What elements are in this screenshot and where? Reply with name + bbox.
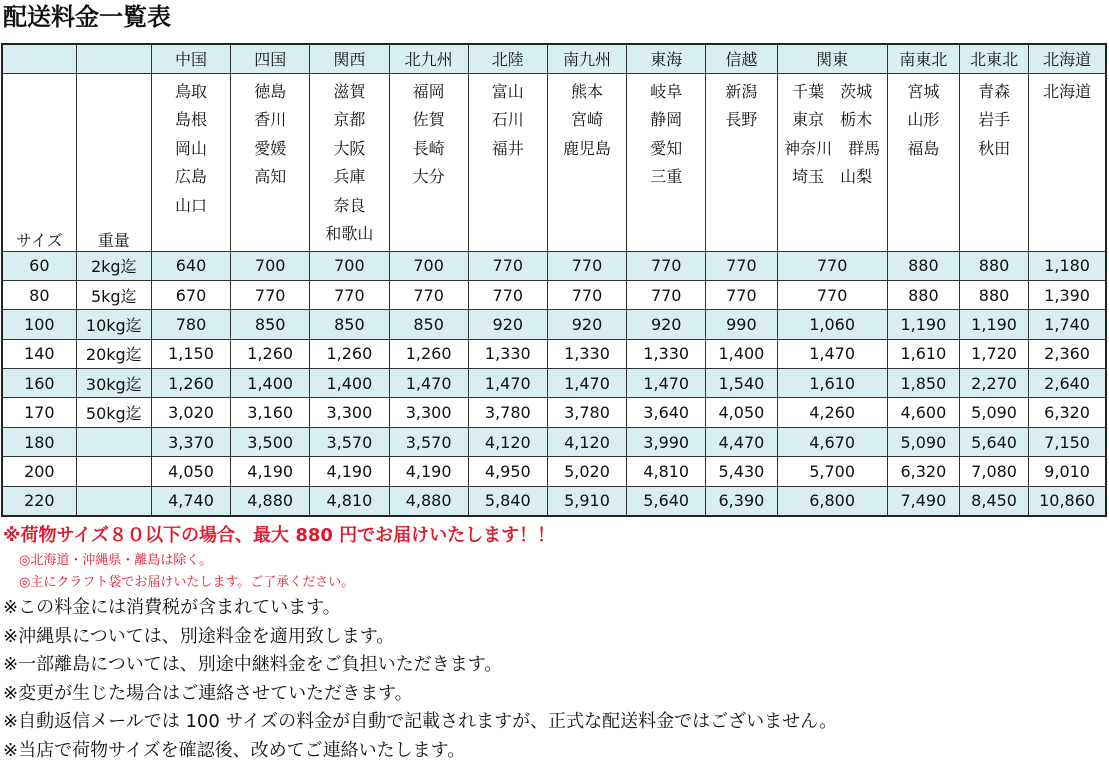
price-cell: 700 <box>389 251 468 280</box>
size-cell: 200 <box>2 457 76 486</box>
price-cell: 3,300 <box>310 398 389 427</box>
prefecture-line <box>152 163 230 192</box>
prefecture-line <box>231 106 309 135</box>
price-cell: 1,260 <box>389 339 468 368</box>
price-cell: 880 <box>887 280 959 309</box>
weight-cell: 30kg迄 <box>76 369 151 398</box>
prefecture-name: 熊本 <box>571 81 604 101</box>
prefecture-line <box>548 78 626 107</box>
region-prefectures <box>389 73 468 251</box>
prefecture-name: 和歌山 <box>325 224 374 243</box>
region-prefectures <box>547 73 626 251</box>
price-cell: 1,180 <box>1029 251 1106 280</box>
prefecture-line <box>310 106 388 135</box>
price-cell: 2,270 <box>959 369 1028 398</box>
price-cell: 3,780 <box>468 398 547 427</box>
price-cell: 3,370 <box>151 427 230 456</box>
price-cell: 5,430 <box>706 457 777 486</box>
prefecture-list <box>390 78 468 192</box>
prefecture-line <box>231 78 309 107</box>
price-cell: 770 <box>231 280 310 309</box>
price-cell: 1,260 <box>231 339 310 368</box>
price-cell: 7,150 <box>1029 427 1106 456</box>
size-cell: 60 <box>2 251 76 280</box>
prefecture-list <box>627 78 705 192</box>
prefecture-line <box>310 163 388 192</box>
weight-cell <box>76 486 151 515</box>
general-note: ※一部離島については、別途中継料金をご負担いただきます。 <box>3 654 503 675</box>
region-header: 関西 <box>310 44 389 73</box>
price-cell: 1,850 <box>887 369 959 398</box>
weight-cell: 50kg迄 <box>76 398 151 427</box>
price-cell: 1,720 <box>959 339 1028 368</box>
price-cell: 3,780 <box>547 398 626 427</box>
price-cell: 6,320 <box>887 457 959 486</box>
prefecture-line <box>888 135 959 164</box>
sub-note: ◎主にクラフト袋でお届けいたします。ご了承ください。 <box>19 575 355 590</box>
prefecture-line <box>888 106 959 135</box>
prefecture-name: 秋田 <box>978 138 1011 158</box>
price-cell: 1,740 <box>1029 310 1106 339</box>
prefecture-name: 広島 <box>174 167 207 186</box>
price-cell: 920 <box>547 310 626 339</box>
page-title: 配送料金一覧表 <box>3 3 171 31</box>
price-cell: 3,500 <box>231 427 310 456</box>
price-cell: 850 <box>310 310 389 339</box>
price-cell: 2,360 <box>1029 339 1106 368</box>
region-prefectures <box>231 73 310 251</box>
prefecture-list <box>469 78 547 164</box>
prefecture-name: 滋賀 <box>333 81 366 101</box>
region-header: 北東北 <box>959 44 1028 73</box>
prefecture-line <box>152 192 230 221</box>
prefecture-name: 石川 <box>491 110 524 129</box>
price-cell: 8,450 <box>959 486 1028 515</box>
prefecture-name: 宮城 <box>907 81 940 101</box>
region-prefectures <box>1029 73 1106 251</box>
region-prefectures <box>468 73 547 251</box>
prefecture-list <box>960 78 1028 164</box>
prefecture-line <box>1029 78 1105 107</box>
price-cell: 640 <box>151 251 230 280</box>
prefecture-line <box>469 135 547 164</box>
prefecture-name: 静岡 <box>650 110 683 129</box>
region-header: 南九州 <box>547 44 626 73</box>
weight-cell <box>76 457 151 486</box>
price-cell: 3,300 <box>389 398 468 427</box>
price-cell: 5,840 <box>468 486 547 515</box>
price-cell: 10,860 <box>1029 486 1106 515</box>
price-cell: 780 <box>151 310 230 339</box>
region-header: 信越 <box>706 44 777 73</box>
price-cell: 1,190 <box>887 310 959 339</box>
region-prefectures <box>151 73 230 251</box>
price-cell: 7,080 <box>959 457 1028 486</box>
price-cell: 770 <box>310 280 389 309</box>
size-cell: 220 <box>2 486 76 515</box>
price-cell: 4,880 <box>389 486 468 515</box>
rate-row <box>2 427 1106 456</box>
price-cell: 3,160 <box>231 398 310 427</box>
size-cell: 100 <box>2 310 76 339</box>
prefecture-name: 茨城 <box>840 81 873 101</box>
region-header: 中国 <box>151 44 230 73</box>
prefecture-line <box>152 78 230 107</box>
prefecture-line <box>627 106 705 135</box>
price-cell: 1,330 <box>468 339 547 368</box>
price-cell: 4,880 <box>231 486 310 515</box>
prefecture-name: 兵庫 <box>333 167 366 186</box>
prefecture-name: 三重 <box>650 167 683 186</box>
price-cell: 770 <box>468 280 547 309</box>
rate-row <box>2 280 1106 309</box>
price-cell: 1,060 <box>777 310 887 339</box>
price-cell: 1,400 <box>706 339 777 368</box>
prefecture-line <box>778 135 887 164</box>
prefecture-line <box>888 78 959 107</box>
prefecture-name: 山梨 <box>840 167 873 186</box>
prefecture-line <box>960 78 1028 107</box>
region-header: 四国 <box>231 44 310 73</box>
price-cell: 4,670 <box>777 427 887 456</box>
prefecture-name: 徳島 <box>254 81 287 101</box>
prefecture-name: 千葉 <box>792 81 825 101</box>
prefecture-line <box>310 135 388 164</box>
region-header-row <box>2 44 1106 73</box>
prefecture-list <box>888 78 959 164</box>
prefecture-list <box>310 78 388 249</box>
prefecture-line <box>627 163 705 192</box>
price-cell: 9,010 <box>1029 457 1106 486</box>
prefecture-name: 福井 <box>491 138 524 158</box>
prefecture-line <box>778 106 887 135</box>
price-cell: 5,020 <box>547 457 626 486</box>
price-cell: 880 <box>959 280 1028 309</box>
size-cell: 80 <box>2 280 76 309</box>
price-cell: 4,050 <box>151 457 230 486</box>
price-cell: 1,400 <box>310 369 389 398</box>
price-cell: 770 <box>627 251 706 280</box>
prefecture-name: 香川 <box>254 110 287 129</box>
prefecture-line <box>152 135 230 164</box>
weight-cell: 2kg迄 <box>76 251 151 280</box>
price-cell: 700 <box>231 251 310 280</box>
weight-column-label: 重量 <box>76 73 151 251</box>
prefecture-name: 愛媛 <box>254 138 287 158</box>
price-cell: 5,090 <box>959 398 1028 427</box>
prefecture-name: 東京 <box>792 110 825 129</box>
price-cell: 3,020 <box>151 398 230 427</box>
price-cell: 4,190 <box>389 457 468 486</box>
price-cell: 3,640 <box>627 398 706 427</box>
price-cell: 1,400 <box>231 369 310 398</box>
price-cell: 670 <box>151 280 230 309</box>
price-cell: 3,990 <box>627 427 706 456</box>
prefecture-list <box>152 78 230 221</box>
prefecture-name: 岡山 <box>174 138 207 158</box>
region-header: 南東北 <box>887 44 959 73</box>
price-cell: 1,260 <box>310 339 389 368</box>
region-prefectures <box>310 73 389 251</box>
region-prefectures <box>887 73 959 251</box>
prefecture-list <box>778 78 887 192</box>
region-header: 東海 <box>627 44 706 73</box>
prefecture-name: 福島 <box>907 138 940 158</box>
prefecture-line <box>310 220 388 249</box>
price-cell: 4,950 <box>468 457 547 486</box>
prefecture-name: 青森 <box>978 81 1011 101</box>
highlight-note: ※荷物サイズ８０以下の場合、最大 880 円でお届けいたします！！ <box>3 525 556 546</box>
price-cell: 4,260 <box>777 398 887 427</box>
prefecture-line <box>548 135 626 164</box>
prefecture-line <box>960 106 1028 135</box>
region-prefectures <box>706 73 777 251</box>
notes-section <box>3 522 1103 765</box>
prefecture-name: 鹿児島 <box>563 138 612 158</box>
prefecture-name: 大阪 <box>333 138 366 158</box>
prefecture-name: 愛知 <box>650 138 683 158</box>
prefecture-line <box>390 163 468 192</box>
price-cell: 770 <box>627 280 706 309</box>
rate-row <box>2 457 1106 486</box>
prefecture-name: 京都 <box>333 110 366 129</box>
prefecture-name: 富山 <box>491 81 524 101</box>
prefecture-name: 島根 <box>174 110 207 129</box>
general-note: ※この料金には消費税が含まれています。 <box>3 597 341 618</box>
price-cell: 6,800 <box>777 486 887 515</box>
region-header: 北海道 <box>1029 44 1106 73</box>
general-note: ※自動返信メールでは 100 サイズの料金が自動で記載されますが、正式な配送料金ではございません。 <box>3 711 838 732</box>
price-cell: 4,810 <box>310 486 389 515</box>
prefecture-line <box>960 135 1028 164</box>
weight-cell <box>76 427 151 456</box>
sub-note: ◎北海道・沖縄県・離島は除く。 <box>19 553 213 568</box>
price-cell: 1,150 <box>151 339 230 368</box>
prefecture-row <box>2 73 1106 251</box>
prefecture-name: 長野 <box>725 110 758 129</box>
prefecture-name: 長崎 <box>412 138 445 158</box>
prefecture-line <box>627 135 705 164</box>
price-cell: 1,330 <box>547 339 626 368</box>
price-cell: 920 <box>627 310 706 339</box>
rate-row <box>2 398 1106 427</box>
price-cell: 4,120 <box>468 427 547 456</box>
prefecture-name: 山口 <box>174 195 207 215</box>
prefecture-line <box>390 78 468 107</box>
rate-row <box>2 310 1106 339</box>
price-cell: 1,330 <box>627 339 706 368</box>
price-cell: 5,640 <box>627 486 706 515</box>
prefecture-line <box>390 106 468 135</box>
general-note: ※変更が生じた場合はご連絡させていただきます。 <box>3 682 413 704</box>
prefecture-name: 栃木 <box>840 110 873 129</box>
prefecture-name: 群馬 <box>848 138 881 158</box>
prefecture-list <box>231 78 309 192</box>
price-cell: 4,470 <box>706 427 777 456</box>
price-cell: 700 <box>310 251 389 280</box>
price-cell: 4,740 <box>151 486 230 515</box>
region-header: 関東 <box>777 44 887 73</box>
prefecture-name: 佐賀 <box>412 110 445 129</box>
price-cell: 1,610 <box>777 369 887 398</box>
price-cell: 4,190 <box>310 457 389 486</box>
price-cell: 7,490 <box>887 486 959 515</box>
price-cell: 1,470 <box>547 369 626 398</box>
price-cell: 5,640 <box>959 427 1028 456</box>
price-cell: 1,470 <box>389 369 468 398</box>
prefecture-line <box>469 106 547 135</box>
price-cell: 770 <box>777 251 887 280</box>
price-cell: 5,910 <box>547 486 626 515</box>
region-prefectures <box>627 73 706 251</box>
price-cell: 5,700 <box>777 457 887 486</box>
prefecture-name: 山形 <box>907 110 940 129</box>
price-cell: 1,610 <box>887 339 959 368</box>
prefecture-line <box>778 163 887 192</box>
prefecture-name: 奈良 <box>333 195 366 215</box>
weight-cell: 10kg迄 <box>76 310 151 339</box>
rate-row <box>2 339 1106 368</box>
prefecture-list <box>548 78 626 164</box>
rate-row <box>2 251 1106 280</box>
price-cell: 4,050 <box>706 398 777 427</box>
price-cell: 850 <box>231 310 310 339</box>
price-cell: 6,320 <box>1029 398 1106 427</box>
price-cell: 1,390 <box>1029 280 1106 309</box>
prefecture-line <box>548 106 626 135</box>
price-cell: 770 <box>547 251 626 280</box>
size-cell: 180 <box>2 427 76 456</box>
prefecture-name: 新潟 <box>725 81 758 101</box>
price-cell: 770 <box>468 251 547 280</box>
prefecture-line <box>310 78 388 107</box>
price-cell: 770 <box>777 280 887 309</box>
prefecture-name: 岩手 <box>978 110 1011 129</box>
price-cell: 4,190 <box>231 457 310 486</box>
size-cell: 160 <box>2 369 76 398</box>
prefecture-name: 宮崎 <box>571 110 604 129</box>
rate-row <box>2 486 1106 515</box>
shipping-rate-table <box>1 43 1107 517</box>
price-cell: 6,390 <box>706 486 777 515</box>
price-cell: 1,260 <box>151 369 230 398</box>
prefecture-line <box>310 192 388 221</box>
price-cell: 4,120 <box>547 427 626 456</box>
prefecture-line <box>231 135 309 164</box>
price-cell: 2,640 <box>1029 369 1106 398</box>
size-column-label: サイズ <box>2 73 76 251</box>
price-cell: 920 <box>468 310 547 339</box>
price-cell: 1,470 <box>468 369 547 398</box>
prefecture-line <box>390 135 468 164</box>
price-cell: 1,470 <box>777 339 887 368</box>
price-cell: 990 <box>706 310 777 339</box>
region-header: 北九州 <box>389 44 468 73</box>
prefecture-line <box>627 78 705 107</box>
header-blank-weight <box>76 44 151 73</box>
prefecture-line <box>778 78 887 107</box>
general-note: ※沖縄県については、別途料金を適用致します。 <box>3 625 395 647</box>
price-cell: 770 <box>547 280 626 309</box>
price-cell: 4,600 <box>887 398 959 427</box>
prefecture-name: 鳥取 <box>174 81 207 101</box>
price-cell: 770 <box>389 280 468 309</box>
prefecture-line <box>231 163 309 192</box>
prefecture-name: 岐阜 <box>650 81 683 101</box>
prefecture-name: 高知 <box>254 167 287 186</box>
weight-cell: 5kg迄 <box>76 280 151 309</box>
price-cell: 880 <box>887 251 959 280</box>
region-header: 北陸 <box>468 44 547 73</box>
region-prefectures <box>777 73 887 251</box>
price-cell: 3,570 <box>310 427 389 456</box>
prefecture-list <box>1029 78 1105 107</box>
size-cell: 170 <box>2 398 76 427</box>
region-prefectures <box>959 73 1028 251</box>
prefecture-name: 福岡 <box>412 81 445 101</box>
header-blank-size <box>2 44 76 73</box>
weight-cell: 20kg迄 <box>76 339 151 368</box>
rate-row <box>2 369 1106 398</box>
price-cell: 1,470 <box>627 369 706 398</box>
price-cell: 1,540 <box>706 369 777 398</box>
size-cell: 140 <box>2 339 76 368</box>
prefecture-line <box>706 78 776 107</box>
price-cell: 880 <box>959 251 1028 280</box>
price-cell: 3,570 <box>389 427 468 456</box>
general-note: ※当店で荷物サイズを確認後、改めてご連絡いたします。 <box>3 739 466 761</box>
price-cell: 850 <box>389 310 468 339</box>
price-cell: 1,190 <box>959 310 1028 339</box>
price-cell: 770 <box>706 251 777 280</box>
prefecture-line <box>152 106 230 135</box>
price-cell: 770 <box>706 280 777 309</box>
prefecture-name: 大分 <box>412 167 445 186</box>
prefecture-line <box>469 78 547 107</box>
prefecture-line <box>706 106 776 135</box>
price-cell: 5,090 <box>887 427 959 456</box>
prefecture-name: 埼玉 <box>792 167 825 186</box>
prefecture-list <box>706 78 776 135</box>
prefecture-name: 神奈川 <box>784 138 833 158</box>
prefecture-name: 北海道 <box>1043 81 1092 101</box>
price-cell: 4,810 <box>627 457 706 486</box>
